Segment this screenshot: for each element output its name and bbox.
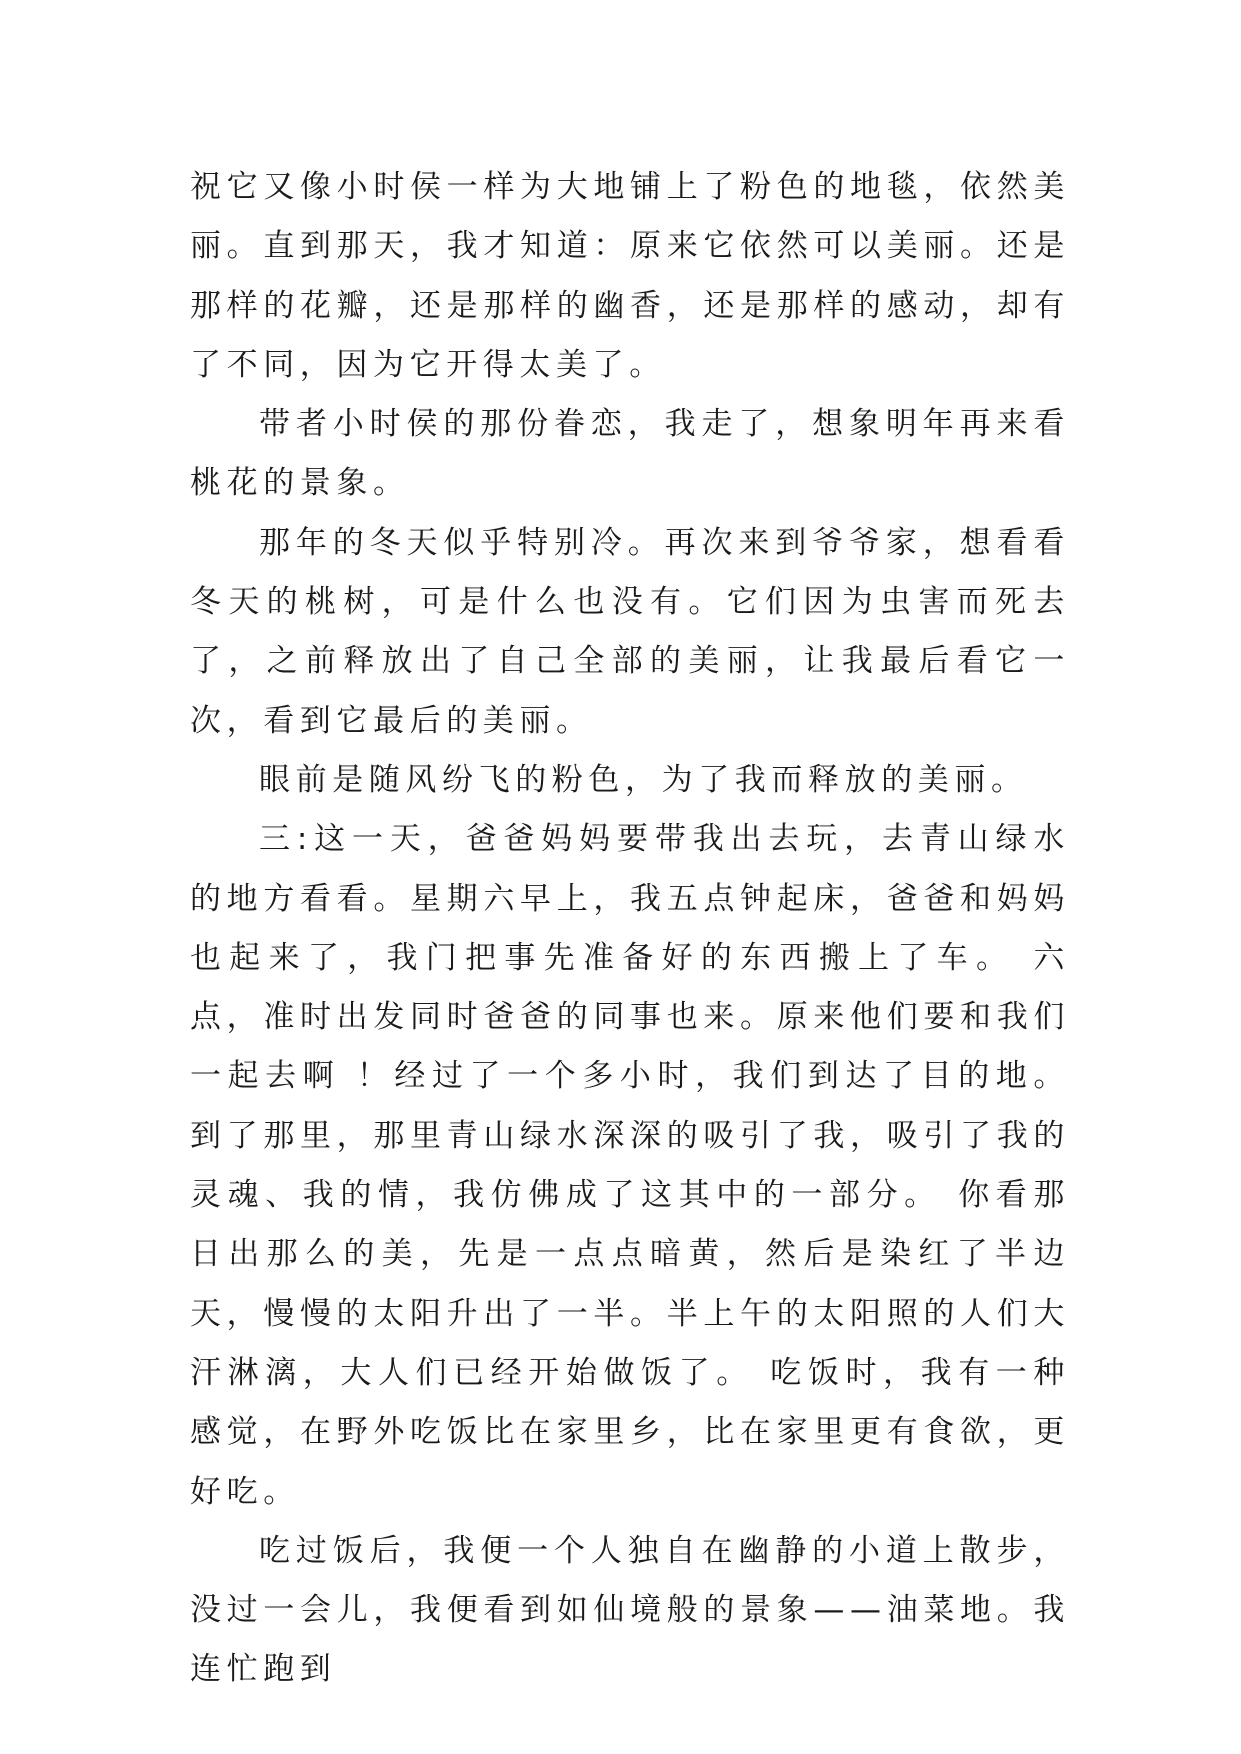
paragraph: 祝它又像小时侯一样为大地铺上了粉色的地毯，依然美丽。直到那天，我才知道：原来它依然可以美丽。还是那样的花瓣，还是那样的幽香，还是那样的感动，却有了不同，因为它开得太美了。 xyxy=(190,169,1070,383)
paragraph: 眼前是随风纷飞的粉色，为了我而释放的美丽。 xyxy=(259,761,1028,798)
paragraph: 带者小时侯的那份眷恋，我走了，想象明年再来看桃花的景象。 xyxy=(190,406,1070,502)
document-body xyxy=(190,158,1086,1700)
paragraph: 那年的冬天似乎特别冷。再次来到爷爷家，想看看冬天的桃树，可是什么也没有。它们因为虫害而死去了，之前释放出了自己全部的美丽，让我最后看它一次，看到它最后的美丽。 xyxy=(190,524,1070,739)
paragraph: 吃过饭后，我便一个人独自在幽静的小道上散步，没过一会儿，我便看到如仙境般的景象——油菜地。我连忙跑到 xyxy=(190,1532,1070,1688)
paragraph: 三:这一天，爸爸妈妈要带我出去玩，去青山绿水的地方看看。星期六早上，我五点钟起床，爸爸和妈妈也起来了，我门把事先准备好的东西搬上了车。 六点，准时出发同时爸爸的同事也来。原来他们要和我们一起去啊 ！经过了一个多小时，我们到达了目的地。 到了那里，那里青山绿水深深的吸引了我，吸引了我的灵魂、我的情，我仿佛成了这其中的一部分。 你看那日出那么的美，先是一点点暗黄，然后是染红了半边天，慢慢的太阳升出了一半。半上午的太阳照的人们大汗淋漓，大人们已经开始做饭了。 吃饭时，我有一种感觉，在野外吃饭比在家里乡，比在家里更有食欲，更好吃。 xyxy=(190,821,1086,1510)
